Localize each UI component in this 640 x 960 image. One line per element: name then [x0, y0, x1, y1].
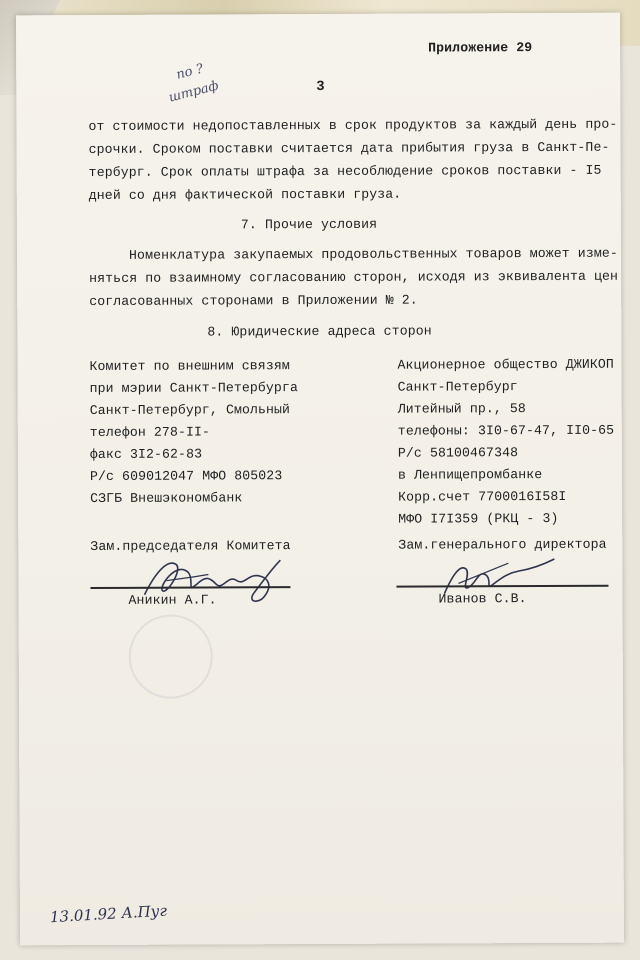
- party-right-line: в Ленпищепромбанке: [397, 467, 543, 483]
- party-right-line: Санкт-Петербург: [397, 379, 518, 395]
- margin-note-1: по ?: [174, 61, 205, 83]
- left-signatory-name: Аникин А.Г.: [128, 592, 217, 608]
- party-right-line: Литейный пр., 58: [397, 401, 526, 417]
- party-left-line: телефон 278-II-: [89, 424, 211, 441]
- body-line: Номенклатура закупаемых продовольственных товаров может изме-: [128, 245, 618, 263]
- party-left-line: Комитет по внешним связям: [89, 358, 290, 375]
- body-line: от стоимости недопоставленных в срок продуктов за каждый день про-: [88, 116, 618, 135]
- party-left-line: факс 3I2-62-83: [89, 446, 203, 463]
- faint-stamp-mark: [129, 614, 213, 698]
- document-page: [16, 13, 624, 946]
- section-7-title: 7. Прочие условия: [240, 216, 378, 233]
- party-right-line: телефоны: 3I0-67-47, II0-65: [397, 422, 615, 439]
- party-left-line: при мэрии Санкт-Петербурга: [89, 380, 298, 397]
- party-right-line: Р/с 58100467348: [397, 445, 519, 461]
- section-8-title: 8. Юридические адреса сторон: [207, 323, 432, 340]
- right-signatory-position: Зам.генерального директора: [398, 536, 607, 553]
- page-number: 3: [316, 78, 325, 96]
- body-line: согласованных сторонами в Приложении № 2.: [89, 292, 418, 310]
- body-line: няться по взаимному согласованию сторон, исходя из эквивалента цен: [89, 268, 619, 287]
- party-right-line: Акционерное общество ДЖИКОП: [397, 356, 614, 373]
- handwritten-date: 13.01.92 А.Пуг: [49, 901, 168, 927]
- party-left-line: Санкт-Петербург, Смольный: [89, 402, 291, 419]
- margin-note-2: штраф: [167, 78, 221, 106]
- body-line: срочки. Сроком поставки считается дата прибытия груза в Санкт-Пе-: [88, 139, 610, 158]
- appendix-label: Приложение 29: [428, 40, 533, 56]
- party-left-line: Р/с 609012047 МФО 805023: [89, 468, 283, 485]
- party-right-line: МФО I7I359 (РКЦ - 3): [398, 510, 559, 527]
- party-right-line: Корр.счет 7700016I58I: [398, 488, 567, 505]
- body-line: тербург. Срок оплаты штрафа за несоблюдение сроков поставки - I5: [88, 162, 602, 181]
- left-signatory-position: Зам.председателя Комитета: [90, 538, 291, 555]
- right-signatory-name: Иванов С.В.: [438, 591, 527, 607]
- party-left-line: СЗГБ Внешэкономбанк: [90, 490, 243, 507]
- body-line: дней со дня фактической поставки груза.: [88, 186, 402, 204]
